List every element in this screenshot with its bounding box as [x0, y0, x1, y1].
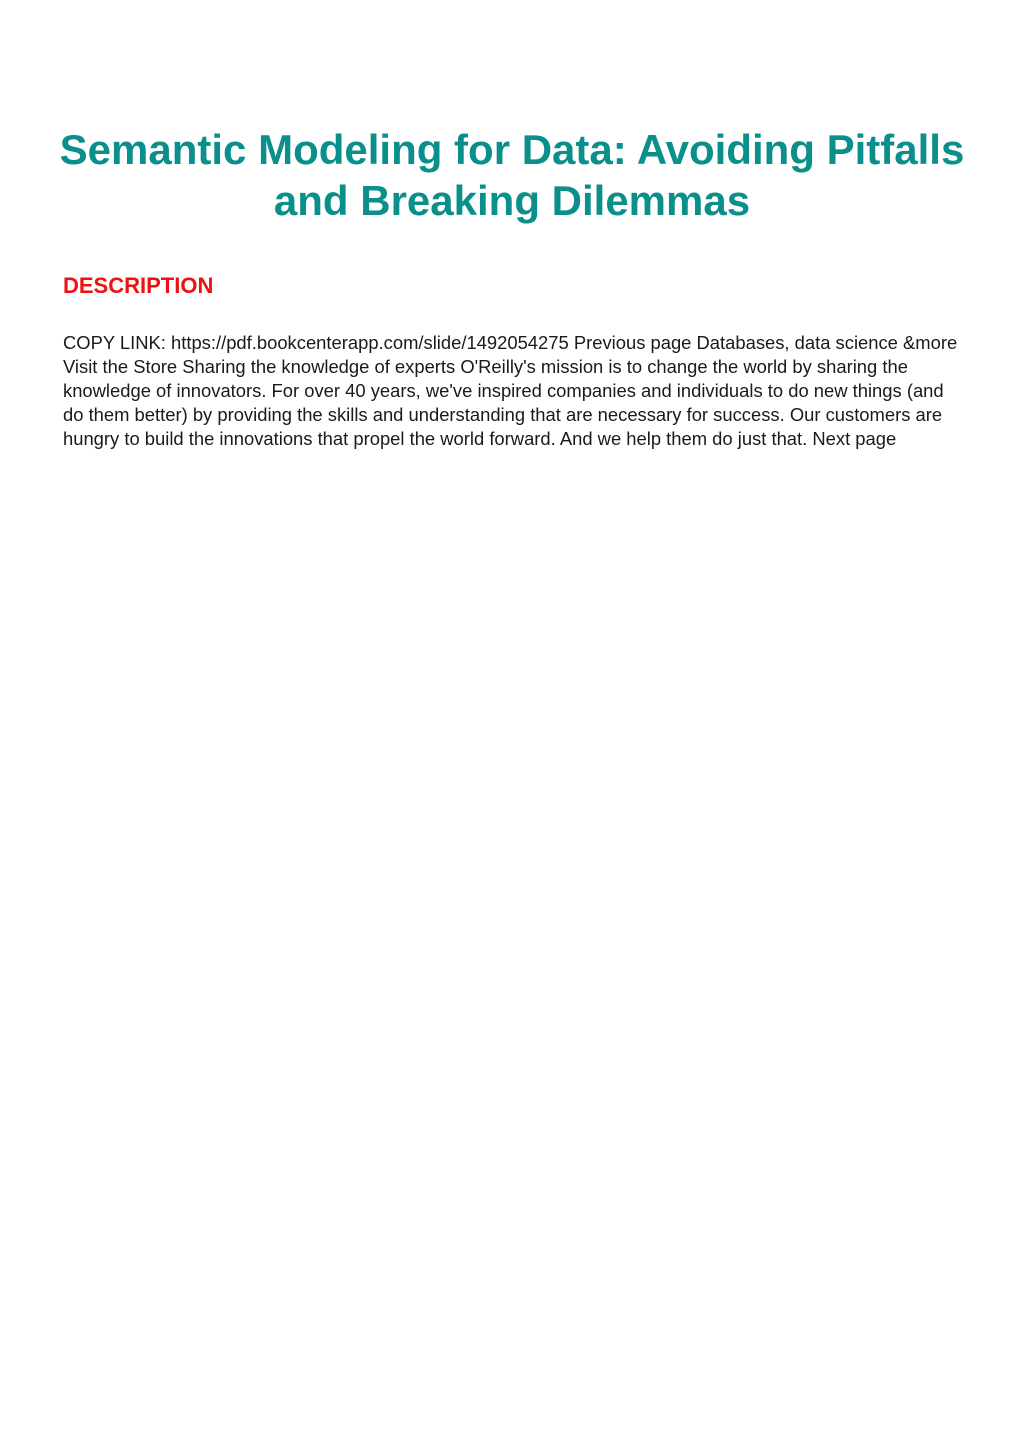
- description-heading: DESCRIPTION: [63, 273, 214, 298]
- description-text: COPY LINK: https://pdf.bookcenterapp.com/slide/1492054275 Previous page Databases, data science &more Visit the Store Sharing the knowledge of experts O'Reilly's mission is to change the world by sharing the knowledge of innovators. For over 40 years, we've inspired companies and individuals to do new things (and do them better) by providing the skills and understanding that are necessary for success. Our customers are hungry to build the innovations that propel the world forward. And we help them do just that. Next page: [63, 332, 958, 449]
- page-title: Semantic Modeling for Data: Avoiding Pitfalls and Breaking Dilemmas: [59, 126, 965, 224]
